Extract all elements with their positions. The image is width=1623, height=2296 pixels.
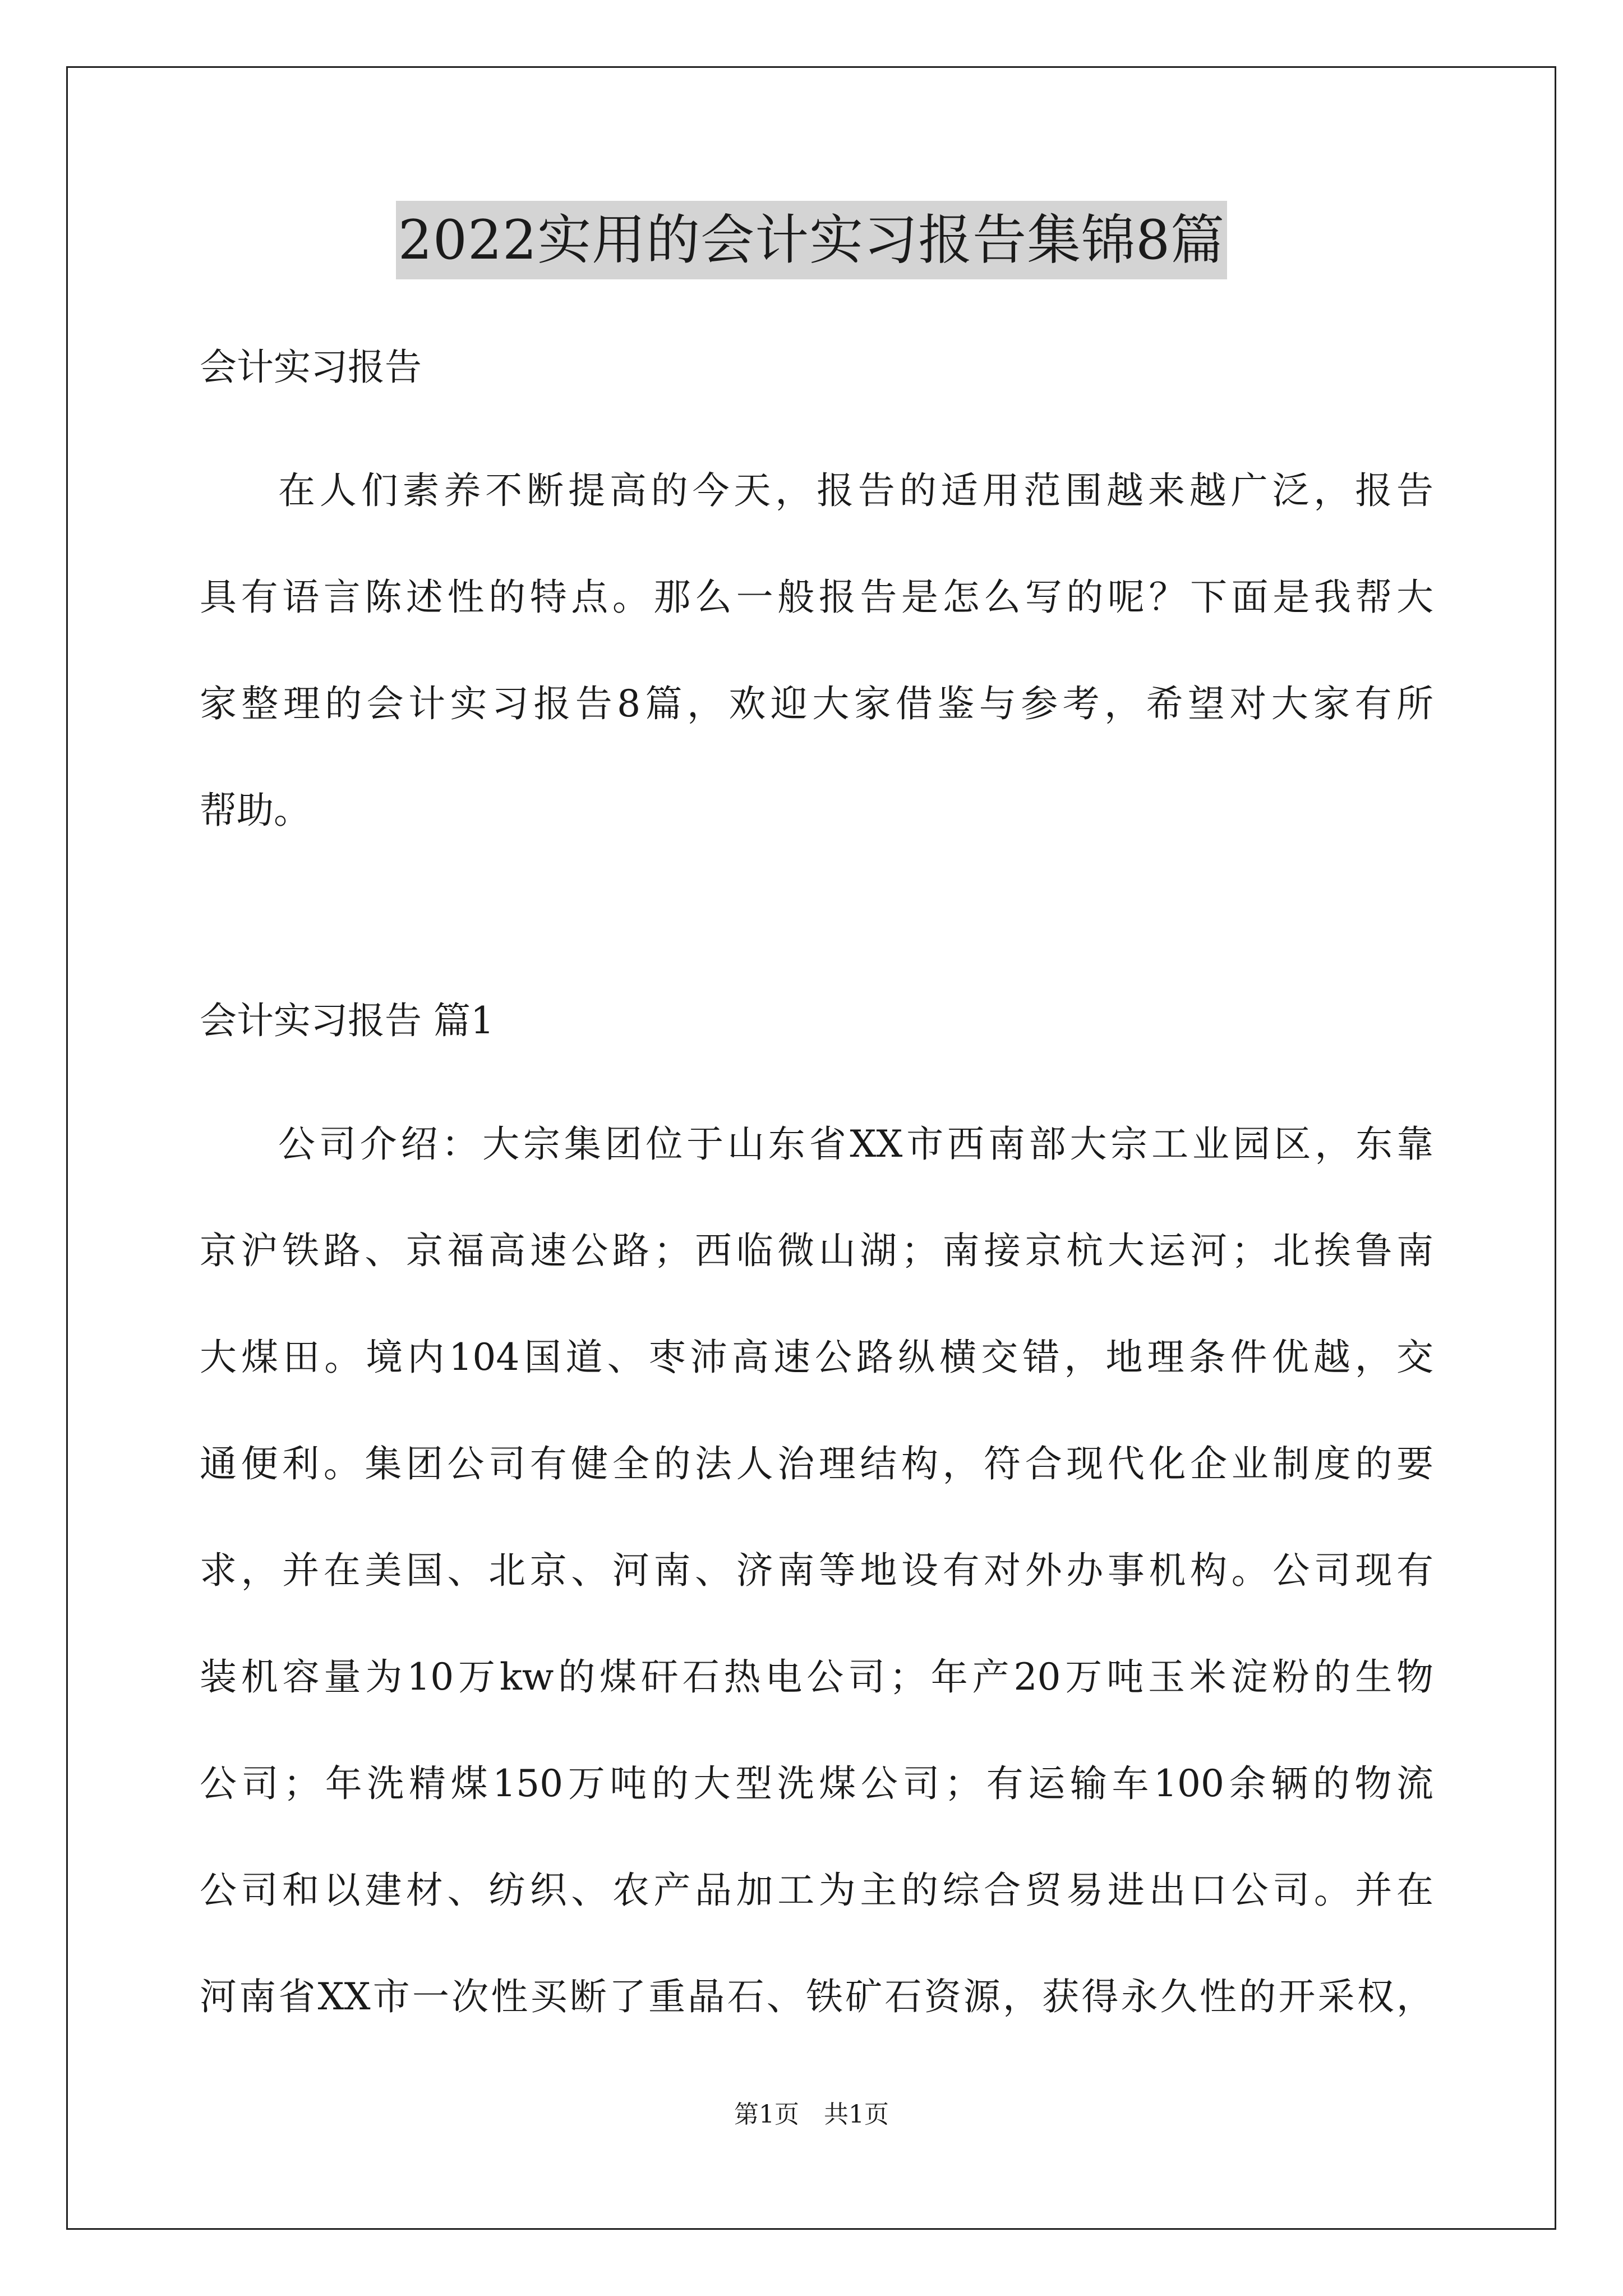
paragraph-line: 通便利。集团公司有健全的法人治理结构，符合现代化企业制度的要 xyxy=(200,1442,1433,1485)
body-paragraph xyxy=(200,1091,1433,2050)
page-footer: 第1页 共1页 xyxy=(734,2100,889,2129)
paragraph-line: 家整理的会计实习报告8篇，欢迎大家借鉴与参考，希望对大家有所 xyxy=(200,682,1433,725)
title-container xyxy=(0,201,1623,279)
paragraph-line: 公司介绍：大宗集团位于山东省XX市西南部大宗工业园区，东靠 xyxy=(278,1122,1433,1166)
paragraph-line: 京沪铁路、京福高速公路；西临微山湖；南接京杭大运河；北挨鲁南 xyxy=(200,1229,1433,1272)
paragraph-line: 在人们素养不断提高的今天，报告的适用范围越来越广泛，报告 xyxy=(278,469,1433,512)
paragraph-line: 具有语言陈述性的特点。那么一般报告是怎么写的呢？下面是我帮大 xyxy=(200,576,1433,619)
paragraph-line: 装机容量为10万kw的煤矸石热电公司；年产20万吨玉米淀粉的生物 xyxy=(200,1655,1433,1699)
paragraph-line: 河南省XX市一次性买断了重晶石、铁矿石资源，获得永久性的开采权， xyxy=(200,1975,1433,2018)
paragraph-line: 公司；年洗精煤150万吨的大型洗煤公司；有运输车100余辆的物流 xyxy=(200,1762,1433,1805)
paragraph-line: 求，并在美国、北京、河南、济南等地设有对外办事机构。公司现有 xyxy=(200,1549,1433,1592)
paragraph-line: 帮助。 xyxy=(200,789,311,832)
document-title: 2022实用的会计实习报告集锦8篇 xyxy=(396,201,1227,279)
paragraph-line: 公司和以建材、纺织、农产品加工为主的综合贸易进出口公司。并在 xyxy=(200,1869,1433,1912)
paragraph-line: 大煤田。境内104国道、枣沛高速公路纵横交错，地理条件优越，交 xyxy=(200,1336,1433,1379)
section-heading: 会计实习报告 篇1 xyxy=(200,999,494,1042)
intro-paragraph xyxy=(200,438,1433,864)
section-heading: 会计实习报告 xyxy=(200,346,422,389)
